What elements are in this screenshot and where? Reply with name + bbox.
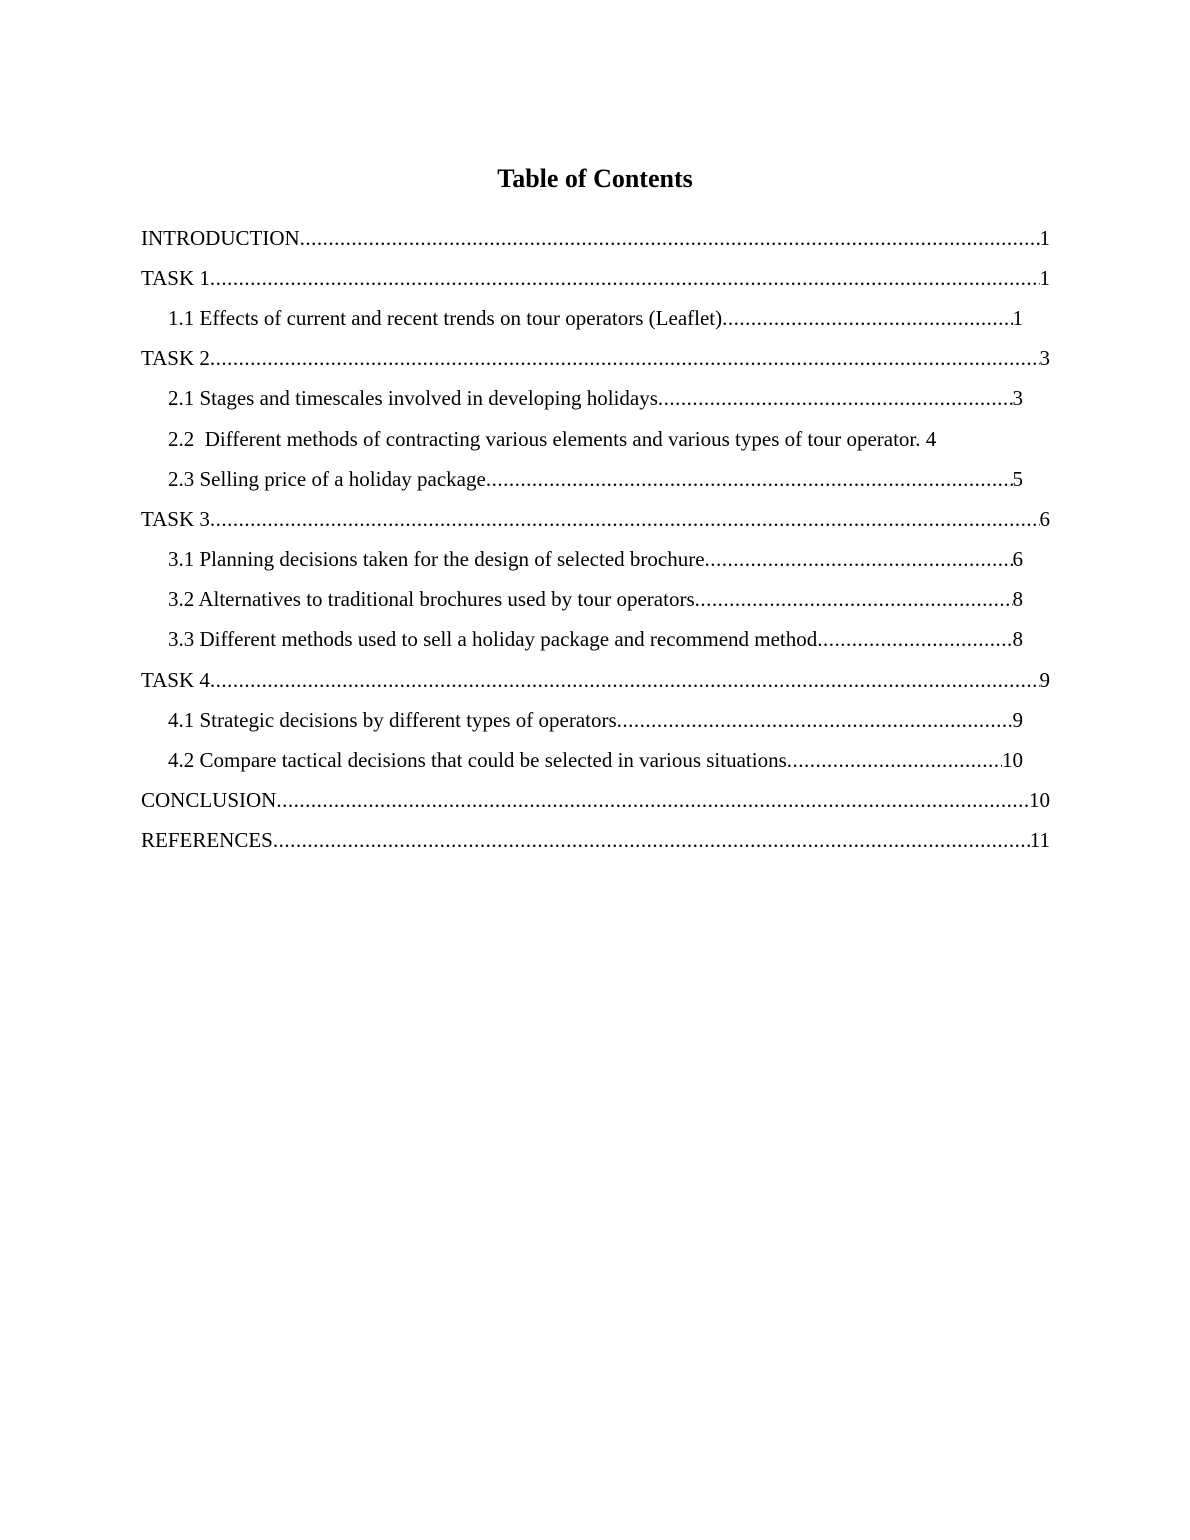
toc-page-number: 1 xyxy=(1039,265,1050,290)
toc-entry-1-1[interactable] xyxy=(0,298,1023,338)
toc-page-number: 3 xyxy=(1012,386,1023,411)
toc-entry-conclusion[interactable] xyxy=(0,781,1050,821)
toc-page-number: 11 xyxy=(1029,828,1050,853)
toc-entry-task-2[interactable] xyxy=(0,339,1050,379)
toc-entry-label: TASK 1 xyxy=(141,265,210,290)
toc-entry-label: TASK 2 xyxy=(141,346,210,371)
toc-dot-leader xyxy=(722,306,1012,331)
toc-entry-label: 2.3 Selling price of a holiday package xyxy=(168,466,486,491)
toc-entry-label: CONCLUSION xyxy=(141,788,277,813)
toc-entry-2-2[interactable] xyxy=(0,419,1023,459)
toc-entry-label: 1.1 Effects of current and recent trends on tour operators (Leaflet) xyxy=(168,305,723,330)
toc-entry-label: TASK 3 xyxy=(141,506,210,531)
toc-page-number: 10 xyxy=(1029,788,1050,813)
toc-page-number: 6 xyxy=(1039,506,1050,531)
toc-list xyxy=(0,218,1190,861)
toc-page-number: 9 xyxy=(1012,707,1023,732)
toc-entry-references[interactable] xyxy=(0,821,1050,861)
toc-entry-3-2[interactable] xyxy=(0,580,1023,620)
toc-entry-label: 2.1 Stages and timescales involved in developing holidays xyxy=(168,386,658,411)
toc-page-number: 8 xyxy=(1012,627,1023,652)
toc-entry-label: REFERENCES xyxy=(141,828,273,853)
toc-page-number: 3 xyxy=(1039,346,1050,371)
toc-entry-label: 3.2 Alternatives to traditional brochures used by tour operators xyxy=(168,587,695,612)
toc-dot-leader xyxy=(817,627,1012,652)
toc-entry-label: INTRODUCTION xyxy=(141,225,300,250)
toc-page-number: 9 xyxy=(1039,667,1050,692)
toc-entry-task-4[interactable] xyxy=(0,660,1050,700)
toc-dot-leader xyxy=(273,828,1030,853)
toc-dot-leader xyxy=(617,708,1013,733)
toc-page-number: 8 xyxy=(1012,587,1023,612)
toc-dot-leader xyxy=(210,266,1040,291)
toc-page-number: 6 xyxy=(1012,547,1023,572)
toc-entry-label: 4.2 Compare tactical decisions that could be selected in various situations xyxy=(168,748,787,773)
toc-dot-leader xyxy=(276,788,1029,813)
toc-entry-label: 2.2 Different methods of contracting various elements and various types of tour operator. xyxy=(168,426,926,451)
toc-page-number: 10 xyxy=(1002,748,1023,773)
toc-page-number: 4 xyxy=(925,426,937,451)
toc-title: Table of Contents xyxy=(497,164,693,193)
toc-dot-leader xyxy=(705,547,1013,572)
toc-entry-label: 3.3 Different methods used to sell a holiday package and recommend method xyxy=(168,627,818,652)
toc-page-number: 5 xyxy=(1012,466,1023,491)
toc-entry-introduction[interactable] xyxy=(0,218,1050,258)
toc-entry-3-3[interactable] xyxy=(0,620,1023,660)
toc-dot-leader xyxy=(486,467,1013,492)
toc-page-number: 1 xyxy=(1012,305,1023,330)
toc-dot-leader xyxy=(695,587,1013,612)
toc-dot-leader xyxy=(210,668,1040,693)
toc-dot-leader xyxy=(210,346,1040,371)
toc-entry-4-1[interactable] xyxy=(0,700,1023,740)
toc-entry-4-2[interactable] xyxy=(0,740,1023,780)
toc-dot-leader xyxy=(300,226,1040,251)
toc-entry-label: TASK 4 xyxy=(141,667,210,692)
toc-entry-task-3[interactable] xyxy=(0,499,1050,539)
toc-dot-leader xyxy=(787,748,1002,773)
toc-entry-2-1[interactable] xyxy=(0,379,1023,419)
toc-dot-leader xyxy=(658,386,1013,411)
toc-entry-task-1[interactable] xyxy=(0,258,1050,298)
toc-entry-3-1[interactable] xyxy=(0,540,1023,580)
toc-entry-label: 3.1 Planning decisions taken for the design of selected brochure xyxy=(168,547,705,572)
toc-dot-leader xyxy=(210,507,1040,532)
toc-page-number: 1 xyxy=(1039,225,1050,250)
toc-entry-2-3[interactable] xyxy=(0,459,1023,499)
toc-entry-label: 4.1 Strategic decisions by different types of operators xyxy=(168,707,617,732)
